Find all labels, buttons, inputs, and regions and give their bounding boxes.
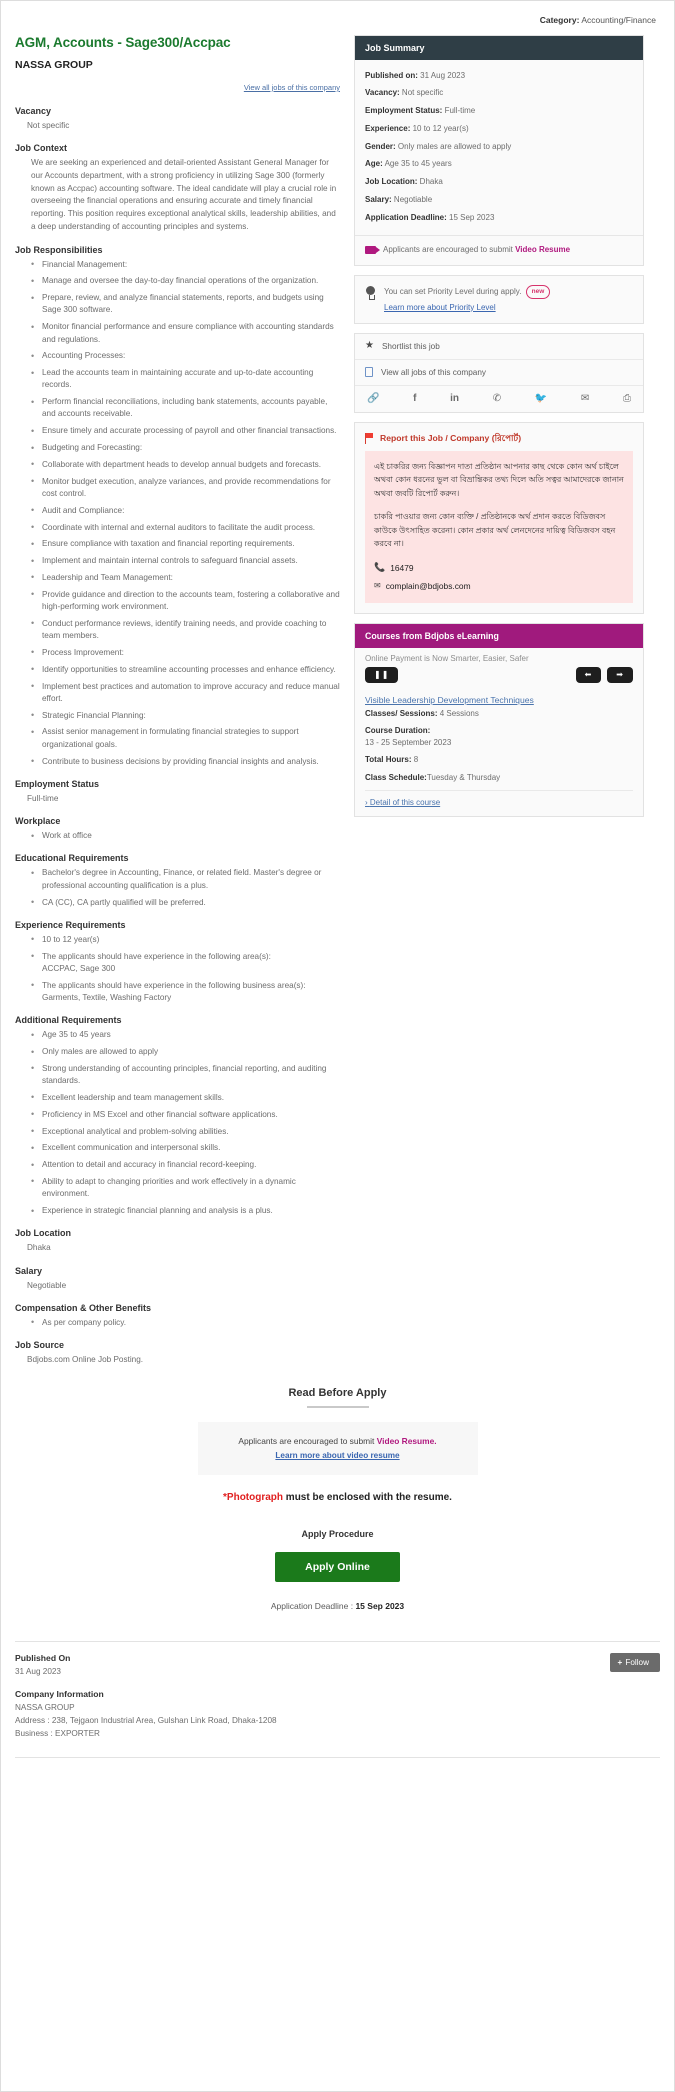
list-item: • Identify opportunities to streamline accounting processes and enhance efficiency. (31, 664, 340, 676)
list-item: • Experience in strategic financial planning and analysis is a plus. (31, 1205, 340, 1217)
experience-list (15, 934, 340, 1004)
shortlist-label: Shortlist this job (381, 341, 440, 351)
workplace-list (15, 830, 340, 842)
report-phone: 16479 (390, 562, 414, 573)
summary-row-label: Experience: (365, 123, 411, 133)
employment-status-value: Full-time (27, 793, 59, 803)
list-item: • Collaborate with department heads to develop annual budgets and forecasts. (31, 459, 340, 471)
deadline-value: 15 Sep 2023 (355, 1600, 405, 1611)
list-item: • Provide guidance and direction to the accounts team, fostering a collaborative and high-performing work environment. (31, 589, 340, 614)
list-item: • CA (CC), CA partly qualified will be preferred. (31, 897, 340, 909)
report-paragraph-1: এই চাকরির জন্য বিজ্ঞাপন দাতা প্রতিষ্ঠান আপনার কাছ থেকে কোন অর্থ চাইলে অথবা কোন ধরনের ভুল বা বিভ্রান্তিকর তথ্য দিলে অতি সত্বর আমাদেরকে জানান অথবা জবটি রিপোর্ট করুন। (374, 461, 624, 499)
envelope-icon: ✉ (374, 580, 381, 590)
share-icon-row (355, 385, 643, 412)
summary-row-label: Salary: (365, 195, 392, 205)
job-source-heading: Job Source (15, 1340, 65, 1351)
courses-tagline: Online Payment is Now Smarter, Easier, Safer (365, 653, 529, 663)
summary-row-value: Full-time (442, 106, 476, 116)
list-item: • Only males are allowed to apply (31, 1046, 340, 1058)
list-item: • Proficiency in MS Excel and other financial software applications. (31, 1109, 340, 1121)
view-all-label: View all jobs of this company (381, 367, 486, 377)
footer-company-address: Address : 238, Tejgaon Industrial Area, Gulshan Link Road, Dhaka-1208 (15, 1716, 277, 1726)
report-email[interactable]: complain@bdjobs.com (385, 580, 471, 591)
summary-row (365, 209, 633, 227)
list-item: • Implement and maintain internal controls to safeguard financial assets. (31, 555, 340, 567)
read-before-apply-title: Read Before Apply (288, 1386, 387, 1399)
list-item: • Implement best practices and automation to improve accuracy and reduce manual effort. (31, 681, 340, 706)
list-item: • Leadership and Team Management: (31, 572, 340, 584)
summary-row-label: Application Deadline: (365, 212, 447, 222)
summary-row (365, 192, 633, 210)
list-item: • Process Improvement: (31, 647, 340, 659)
additional-list (15, 1029, 340, 1217)
apply-online-button[interactable]: Apply Online (275, 1552, 400, 1582)
star-icon: ★ (365, 340, 374, 352)
email-icon[interactable]: ✉ (580, 392, 590, 404)
list-item: • Monitor budget execution, analyze variances, and provide recommendations for cost control. (31, 476, 340, 501)
apply-video-prefix: Applicants are encouraged to submit (238, 1435, 377, 1446)
course-title-link[interactable]: Visible Leadership Development Techniques (365, 694, 534, 705)
list-item: • Attention to detail and accuracy in financial record-keeping. (31, 1159, 340, 1171)
additional-heading: Additional Requirements (15, 1015, 122, 1026)
list-item: • 10 to 12 year(s) (31, 934, 340, 946)
video-resume-note (355, 236, 643, 265)
summary-row (365, 156, 633, 174)
list-item: • Exceptional analytical and problem-solving abilities. (31, 1126, 340, 1138)
course-duration-row (365, 725, 633, 748)
priority-level-text: You can set Priority Level during apply. (384, 286, 522, 296)
next-arrow-icon[interactable]: ➡ (607, 667, 633, 683)
job-location-heading: Job Location (15, 1228, 71, 1239)
list-item: • Perform financial reconciliations, including bank statements, accounts payable, and accounts receivable. (31, 396, 340, 421)
list-item: • As per company policy. (31, 1317, 340, 1329)
footer-company-business: Business : EXPORTER (15, 1728, 100, 1738)
new-badge: new (526, 285, 551, 299)
list-item: • Assist senior management in formulating financial strategies to support organizational goals. (31, 726, 340, 751)
summary-row-label: Employment Status: (365, 106, 443, 116)
list-item: • The applicants should have experience in the following business area(s): Garments, Textile, Washing Factory (31, 980, 340, 1005)
video-camera-icon (365, 246, 376, 254)
list-item: • Work at office (31, 830, 340, 842)
summary-row (365, 120, 633, 138)
facebook-icon[interactable]: f (413, 392, 417, 404)
course-schedule-row (365, 772, 633, 784)
shortlist-job-button[interactable] (355, 334, 643, 359)
experience-heading: Experience Requirements (15, 919, 126, 930)
category-value: Accounting/Finance (581, 15, 656, 25)
footer-bottom-divider (15, 1757, 660, 1758)
education-list (15, 867, 340, 908)
priority-level-link[interactable]: Learn more about Priority Level (384, 302, 496, 312)
video-resume-box (198, 1422, 478, 1475)
course-sessions-row (365, 708, 633, 720)
list-item: • Lead the accounts team in maintaining accurate and up-to-date accounting records. (31, 367, 340, 392)
apply-procedure-heading: Apply Procedure (301, 1528, 374, 1539)
photograph-rest: must be enclosed with the resume. (283, 1491, 452, 1503)
summary-row-value: Age 35 to 45 years (382, 159, 452, 169)
list-item: • Contribute to business decisions by providing financial insights and analysis. (31, 756, 340, 768)
summary-row-label: Vacancy: (365, 88, 400, 98)
course-duration-value: 13 - 25 September 2023 (365, 737, 452, 747)
list-item: • The applicants should have experience in the following area(s): ACCPAC, Sage 300 (31, 951, 340, 976)
job-location-value: Dhaka (27, 1243, 51, 1253)
title-divider (307, 1406, 369, 1408)
salary-value: Negotiable (27, 1280, 67, 1290)
twitter-icon[interactable]: 🐦 (534, 392, 548, 404)
vacancy-value: Not specific (27, 121, 70, 130)
job-summary-body (355, 60, 643, 235)
video-note-prefix: Applicants are encouraged to submit (383, 245, 516, 255)
job-summary-header: Job Summary (355, 36, 643, 60)
list-item: • Age 35 to 45 years (31, 1029, 340, 1041)
courses-body (355, 648, 643, 816)
course-duration-label: Course Duration: (365, 726, 431, 736)
list-item: • Ability to adapt to changing priorities and work effectively in a dynamic environment. (31, 1176, 340, 1201)
linkedin-icon[interactable]: in (450, 392, 460, 404)
photograph-requirement (15, 1492, 660, 1503)
follow-company-button[interactable] (610, 1653, 660, 1672)
list-item: • Conduct performance reviews, identify training needs, and provide coaching to team members. (31, 618, 340, 643)
summary-row (365, 138, 633, 156)
summary-row-label: Gender: (365, 141, 396, 151)
elearning-courses-card (354, 623, 644, 817)
published-on-heading: Published On (15, 1652, 71, 1663)
job-actions-card (354, 333, 644, 413)
education-heading: Educational Requirements (15, 853, 129, 864)
carousel-nav (576, 667, 633, 683)
course-detail-link[interactable]: › Detail of this course (365, 790, 633, 807)
report-phone-row (374, 560, 624, 575)
print-icon[interactable]: ⎙ (622, 392, 631, 404)
summary-row (365, 103, 633, 121)
application-deadline-line (15, 1601, 660, 1611)
workplace-heading: Workplace (15, 816, 61, 827)
apply-video-bold: Video Resume. (376, 1435, 437, 1446)
lightbulb-icon (365, 286, 376, 300)
course-hours-value: 8 (411, 755, 419, 765)
summary-row-label: Published on: (365, 70, 418, 80)
prev-arrow-icon[interactable]: ⬅ (576, 667, 602, 683)
list-item: • Audit and Compliance: (31, 505, 340, 517)
summary-row-value: Negotiable (391, 195, 433, 205)
report-paragraph-2: চাকরি পাওয়ার জন্য কোন ব্যক্তি / প্রতিষ্ঠানকে অর্থ প্রদান করতে বিডিজবস কাউকে উৎসাহিত করেনা। কোন প্রকার অর্থ লেনদেনের দায়িত্ব বিডিজবস বহন করবে না। (374, 511, 616, 549)
report-contact-block (374, 560, 624, 593)
follow-label: Follow (625, 1657, 649, 1667)
sidebar-column (354, 35, 644, 826)
course-sessions-value: 4 Sessions (437, 708, 479, 718)
list-item: • Bachelor's degree in Accounting, Finance, or related field. Master's degree or professional accounting qualification is a plus. (31, 867, 340, 892)
job-context-body: We are seeking an experienced and detail-oriented Assistant General Manager for our Accounts department, with a strong proficiency in utilizing Sage 300 (formerly known as Accpac) accounting software. The ideal candidate will play a crucial role in overseeing the financial operations and ensuring accurate and timely financial reporting. This position requires exceptional analytical skills, leadership abilities, and a deep understanding of accounting principles and systems. (31, 158, 337, 231)
photograph-required-marker: *Photograph (223, 1491, 284, 1503)
responsibilities-list (15, 259, 340, 768)
view-all-jobs-wrap (15, 77, 340, 95)
list-item: • Financial Management: (31, 259, 340, 271)
whatsapp-icon[interactable]: ✆ (492, 392, 502, 404)
vacancy-heading: Vacancy (15, 106, 52, 116)
course-schedule-label: Class Schedule: (365, 772, 427, 782)
list-item: • Excellent communication and interpersonal skills. (31, 1142, 340, 1154)
job-source-value: Bdjobs.com Online Job Posting. (27, 1355, 144, 1365)
view-all-jobs-button[interactable] (355, 359, 643, 385)
list-item: • Manage and oversee the day-to-day financial operations of the organization. (31, 275, 340, 287)
salary-heading: Salary (15, 1265, 43, 1276)
published-on-value: 31 Aug 2023 (15, 1666, 61, 1676)
course-detail-label: Detail of this course (369, 797, 441, 807)
phone-icon: 📞 (374, 562, 386, 573)
plus-icon: + (617, 1657, 623, 1667)
list-item: • Excellent leadership and team management skills. (31, 1092, 340, 1104)
content-columns (15, 35, 660, 1367)
company-name: NASSA GROUP (15, 59, 93, 71)
summary-row (365, 67, 633, 85)
footer-company-name: NASSA GROUP (15, 1703, 75, 1713)
priority-level-card (354, 275, 644, 324)
view-all-jobs-link[interactable]: View all jobs of this company (243, 83, 340, 92)
course-hours-row (365, 754, 633, 766)
deadline-label: Application Deadline : (270, 1600, 356, 1611)
list-item: • Budgeting and Forecasting: (31, 442, 340, 454)
page-title: AGM, Accounts - Sage300/Accpac (15, 35, 231, 50)
priority-level-inner (355, 276, 643, 323)
video-resume-link[interactable]: Video Resume (515, 245, 571, 255)
read-before-apply-section (15, 1387, 660, 1611)
responsibilities-heading: Job Responsibilities (15, 244, 103, 255)
list-item: • Ensure timely and accurate processing of payroll and other financial transactions. (31, 425, 340, 437)
courses-header: Courses from Bdjobs eLearning (355, 624, 643, 648)
flag-icon (365, 433, 373, 444)
summary-row-value: 31 Aug 2023 (417, 70, 466, 80)
list-item: • Strategic Financial Planning: (31, 710, 340, 722)
summary-row-value: 15 Sep 2023 (446, 212, 495, 222)
summary-row-value: 10 to 12 year(s) (410, 123, 469, 133)
summary-row-value: Not specific (399, 88, 444, 98)
summary-row-label: Job Location: (365, 177, 418, 187)
document-icon (365, 367, 373, 377)
list-item: • Strong understanding of accounting principles, financial reporting, and auditing standards. (31, 1063, 340, 1088)
report-job-title: Report this Job / Company (রিপোর্ট) (380, 432, 522, 443)
video-resume-text (383, 244, 570, 256)
list-item: • Monitor financial performance and ensure compliance with accounting standards and regulations. (31, 321, 340, 346)
employment-status-heading: Employment Status (15, 778, 100, 789)
report-job-title-row[interactable] (365, 432, 633, 444)
summary-row (365, 174, 633, 192)
course-sessions-label: Classes/ Sessions: (365, 708, 438, 718)
summary-row-value: Dhaka (417, 177, 443, 187)
category-label: Category: (539, 15, 580, 25)
list-item: • Ensure compliance with taxation and financial reporting requirements. (31, 538, 340, 550)
carousel-controls (365, 667, 633, 683)
course-hours-label: Total Hours: (365, 755, 412, 765)
report-notice-box (365, 451, 633, 603)
report-email-row (374, 579, 624, 593)
job-summary-card (354, 35, 644, 266)
report-job-card (354, 422, 644, 614)
list-item: • Coordinate with internal and external auditors to facilitate the audit process. (31, 522, 340, 534)
learn-more-video-resume-link[interactable]: Learn more about video resume (275, 1450, 400, 1460)
footer-section (15, 1642, 660, 1741)
link-icon[interactable]: 🔗 (367, 392, 380, 404)
summary-row (365, 85, 633, 103)
list-item: • Prepare, review, and analyze financial statements, reports, and budgets using Sage 300 software. (31, 292, 340, 317)
main-column (15, 35, 340, 1367)
benefits-heading: Compensation & Other Benefits (15, 1302, 152, 1313)
summary-row-value: Only males are allowed to apply (395, 141, 512, 151)
category-line (15, 11, 660, 35)
priority-level-text-wrap (384, 285, 550, 314)
summary-row-label: Age: (365, 159, 383, 169)
list-item: • Accounting Processes: (31, 350, 340, 362)
job-context-heading: Job Context (15, 143, 68, 154)
course-schedule-value: Tuesday & Thursday (426, 772, 501, 782)
benefits-list (15, 1317, 340, 1329)
company-information-heading: Company Information (15, 1689, 104, 1700)
pause-button[interactable]: ❚❚ (365, 667, 398, 683)
